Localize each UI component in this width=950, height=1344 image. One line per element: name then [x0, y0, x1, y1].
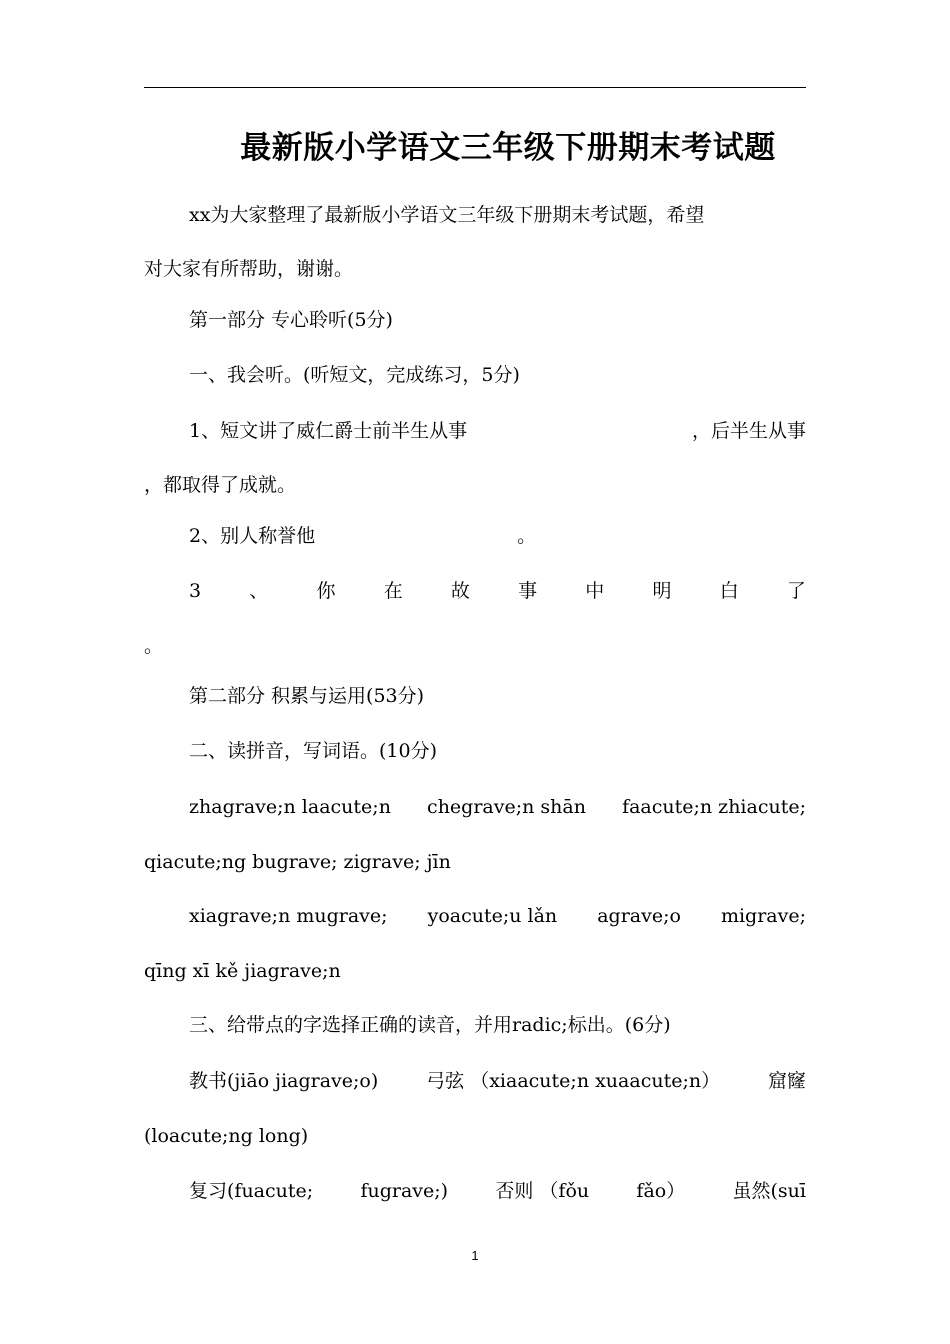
- intro-line-1: xx为大家整理了最新版小学语文三年级下册期末考试题，希望: [189, 204, 705, 226]
- pinyin-item: faacute;n zhiacute;: [622, 796, 806, 818]
- question-1: [189, 419, 806, 443]
- header-rule: [144, 87, 806, 88]
- page-title: 最新版小学语文三年级下册期末考试题: [240, 130, 776, 166]
- pinyin-item: agrave;o: [597, 905, 681, 927]
- question-3: [189, 579, 806, 603]
- question-3-char: 在: [383, 580, 403, 602]
- intro-line-2: 对大家有所帮助，谢谢。: [144, 258, 354, 280]
- pinyin-item: yoacute;u lǎn: [427, 905, 558, 927]
- question-3-char: 了: [786, 580, 806, 602]
- question-1-right: ，后半生从事: [691, 420, 806, 442]
- question-3-char: 你: [316, 580, 336, 602]
- question-2-end: 。: [517, 525, 537, 547]
- reading-item: 弓弦 （xiaacute;n xuaacute;n）: [426, 1070, 721, 1092]
- reading-item: 复习(fuacute;: [189, 1180, 314, 1202]
- reading-item: fugrave;): [360, 1180, 449, 1202]
- pinyin-item: xiagrave;n mugrave;: [189, 905, 388, 927]
- part2-heading: 第二部分 积累与运用(53分): [189, 685, 425, 707]
- section3-heading: 三、给带点的字选择正确的读音，并用radic;标出。(6分): [189, 1014, 671, 1036]
- question-3-char: 明: [652, 580, 672, 602]
- reading-item: 虽然(suī: [732, 1180, 806, 1202]
- question-2: [189, 524, 536, 548]
- pinyin-item: zhagrave;n laacute;n: [189, 796, 391, 818]
- pinyin-row-1: [189, 795, 806, 819]
- question-3-char: 白: [719, 580, 739, 602]
- pinyin-row-2-continuation: qīng xī kě jiagrave;n: [144, 960, 341, 982]
- readings-row-1-continuation: (loacute;ng long): [144, 1125, 309, 1147]
- reading-item: 窟窿: [767, 1070, 806, 1092]
- question-3-char: 中: [585, 580, 605, 602]
- pinyin-row-1-continuation: qiacute;ng bugrave; zigrave; jīn: [144, 851, 451, 873]
- question-3-char: 故: [450, 580, 470, 602]
- question-3-continuation: 。: [144, 635, 164, 657]
- readings-row-2: [189, 1179, 806, 1203]
- question-3-char: 3: [189, 580, 202, 602]
- section1-heading: 一、我会听。(听短文，完成练习，5分): [189, 364, 520, 386]
- pinyin-row-2: [189, 904, 806, 928]
- question-1-continuation: ，都取得了成就。: [144, 474, 297, 496]
- part1-heading: 第一部分 专心聆听(5分): [189, 309, 393, 331]
- question-3-char: 、: [249, 580, 269, 602]
- reading-item: 否则 （fǒu: [495, 1180, 590, 1202]
- question-2-text: 2、别人称誉他: [189, 525, 316, 547]
- readings-row-1: [189, 1069, 806, 1093]
- question-1-left: 1、短文讲了威仁爵士前半生从事: [189, 420, 468, 442]
- reading-item: 教书(jiāo jiagrave;o): [189, 1070, 379, 1092]
- pinyin-item: chegrave;n shān: [427, 796, 586, 818]
- pinyin-item: migrave;: [720, 905, 806, 927]
- page-number: 1: [471, 1248, 479, 1263]
- question-3-char: 事: [518, 580, 538, 602]
- section2-heading: 二、读拼音，写词语。(10分): [189, 740, 438, 762]
- reading-item: fǎo）: [636, 1180, 686, 1202]
